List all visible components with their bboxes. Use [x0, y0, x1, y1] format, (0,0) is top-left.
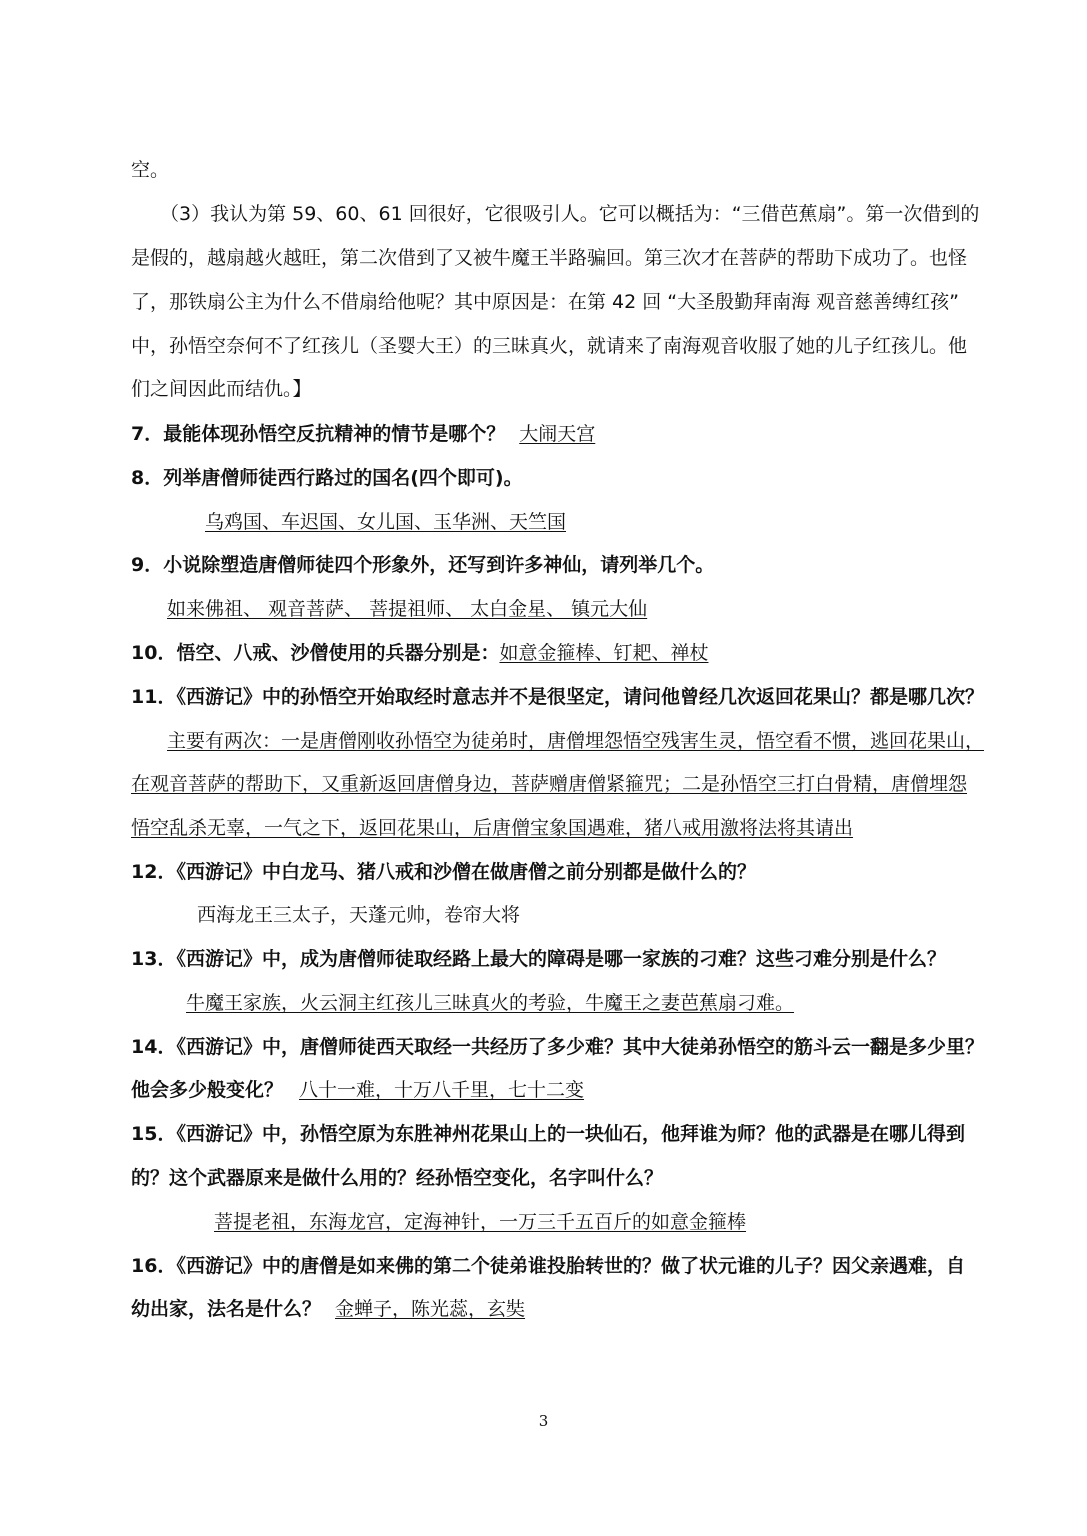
question-text: 他会多少般变化？ [131, 1079, 284, 1101]
paragraph-line: 空。 [131, 159, 170, 181]
answer-text: 菩提老祖，东海龙宫，定海神针，一万三千五百斤的如意金箍棒 [214, 1211, 747, 1233]
answer-text: 如意金箍棒、钉耙、禅杖 [499, 642, 709, 664]
answer-15 [214, 1210, 746, 1234]
answer-text: 牛魔王家族，火云洞主红孩儿三昧真火的考验，牛魔王之妻芭蕉扇刁难。 [186, 992, 795, 1014]
answer-text: 如来佛祖、 观音菩萨、 菩提祖师、 太白金星、 镇元大仙 [167, 598, 648, 620]
question-10 [131, 641, 708, 665]
question-9: 9．小说除塑造唐僧师徒四个形象外，还写到许多神仙，请列举几个。 [131, 554, 715, 576]
question-15: 15．《西游记》中，孙悟空原为东胜神州花果山上的一块仙石，他拜谁为师？他的武器是在哪儿得到 [131, 1123, 965, 1145]
answer-11-line [131, 729, 984, 753]
paragraph-line: （3）我认为第 59、60、61 回很好，它很吸引人。它可以概括为：“三借芭蕉扇”。第一次借到的 [160, 203, 980, 225]
question-12: 12．《西游记》中白龙马、猪八戒和沙僧在做唐僧之前分别都是做什么的？ [131, 861, 756, 883]
question-11: 11．《西游记》中的孙悟空开始取经时意志并不是很坚定，请问他曾经几次返回花果山？都是哪几次？ [131, 686, 984, 708]
paragraph-line: 是假的，越扇越火越旺，第二次借到了又被牛魔王半路骗回。第三次才在菩萨的帮助下成功了。也怪 [131, 247, 968, 269]
question-15-cont: 的？这个武器原来是做什么用的？经孙悟空变化，名字叫什么？ [131, 1167, 664, 1189]
question-14: 14．《西游记》中，唐僧师徒西天取经一共经历了多少难？其中大徒弟孙悟空的筋斗云一翻是多少里？ [131, 1036, 984, 1058]
answer-text: 主要有两次：一是唐僧刚收孙悟空为徒弟时，唐僧埋怨悟空残害生灵，悟空看不惯，逃回花果山， [167, 730, 985, 752]
paragraph-line: 了，那铁扇公主为什么不借扇给他呢？其中原因是：在第 42 回 “大圣殷勤拜南海 观音慈善缚红孩” [131, 291, 960, 313]
question-text: 10．悟空、八戒、沙僧使用的兵器分别是： [131, 642, 500, 664]
question-8: 8．列举唐僧师徒西行路过的国名(四个即可)。 [131, 467, 523, 489]
question-text: 7．最能体现孙悟空反抗精神的情节是哪个？ [131, 423, 506, 445]
question-16-cont [131, 1297, 525, 1321]
question-14-cont [131, 1078, 584, 1102]
answer-text: 金蝉子，陈光蕊，玄奘 [335, 1298, 526, 1320]
answer-text: 在观音菩萨的帮助下，又重新返回唐僧身边，菩萨赠唐僧紧箍咒；二是孙悟空三打白骨精，唐僧埋怨 [131, 773, 968, 795]
question-13: 13．《西游记》中，成为唐僧师徒取经路上最大的障碍是哪一家族的刁难？这些刁难分别是什么？ [131, 948, 946, 970]
answer-12: 西海龙王三太子，天蓬元帅，卷帘大将 [197, 904, 521, 926]
question-16: 16．《西游记》中的唐僧是如来佛的第二个徒弟谁投胎转世的？做了状元谁的儿子？因父亲遇难，自 [131, 1255, 965, 1277]
paragraph-line: 中，孙悟空奈何不了红孩儿（圣婴大王）的三昧真火，就请来了南海观音收服了她的儿子红孩儿。他 [131, 335, 968, 357]
answer-text: 大闹天宫 [519, 423, 596, 445]
paragraph-line: 们之间因此而结仇。】 [131, 378, 312, 400]
answer-8 [205, 510, 566, 534]
answer-11-line [131, 772, 967, 796]
answer-11-line [131, 816, 853, 840]
answer-9 [131, 597, 647, 621]
answer-13 [186, 991, 794, 1015]
question-text: 幼出家，法名是什么？ [131, 1298, 322, 1320]
question-7 [131, 422, 595, 446]
page-number: 3 [538, 1412, 549, 1430]
answer-text: 乌鸡国、车迟国、女儿国、玉华洲、天竺国 [205, 511, 567, 533]
answer-text: 八十一难，十万八千里，七十二变 [299, 1079, 585, 1101]
answer-text: 悟空乱杀无辜，一气之下，返回花果山，后唐僧宝象国遇难，猪八戒用激将法将其请出 [131, 817, 854, 839]
